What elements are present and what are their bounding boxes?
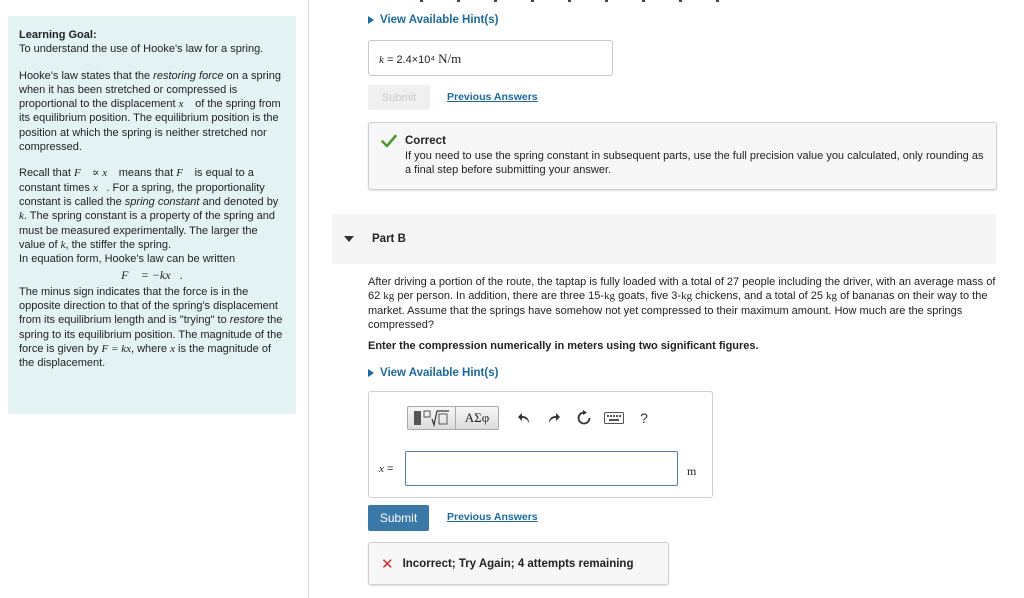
math-toolbar: [407, 406, 659, 430]
learning-goal-heading: Learning Goal:: [19, 29, 97, 41]
part-b-hint-toggle[interactable]: View Available Hint(s): [368, 367, 498, 379]
redo-icon: [547, 412, 561, 424]
hookes-law-equation: F⃗ = −kx⃗.: [121, 268, 183, 283]
templates-button[interactable]: [408, 407, 456, 429]
keyboard-button[interactable]: [599, 406, 629, 430]
incorrect-message: Incorrect; Try Again; 4 attempts remaining: [402, 557, 634, 570]
cut-off-content: [420, 0, 840, 2]
answer-unit-label: m: [687, 464, 697, 478]
part-b-incorrect-feedback: [368, 542, 669, 585]
compression-answer-input[interactable]: [405, 451, 678, 486]
correct-title: Correct: [405, 135, 446, 147]
part-a-submit-button: Submit: [368, 85, 430, 110]
undo-button[interactable]: [509, 406, 539, 430]
templates-icon: [412, 409, 452, 427]
expand-triangle-icon: [368, 16, 374, 24]
hookes-law-paragraph: Hooke's law states that the restoring force on a spring when it has been stretched or compressed is proportional to the displacement x⃗ of the spring from its equilibrium position. The equilibrium position is the position at which the spring is neither stretched nor compressed.: [19, 69, 281, 154]
column-divider: [308, 0, 309, 598]
part-b-problem-text: After driving a portion of the route, the taptap is fully loaded with a total of 27 people including the driver, with an average mass of 62 kg per person. In addition, there are three 15-kg goats, five 3-kg chickens, and a total of 25 kg of bananas on their way to the market. Assume that the springs have somehow not yet compressed to their maximum amount. How much are the springs compressed?: [368, 276, 996, 331]
help-button[interactable]: ?: [640, 410, 648, 426]
part-b-answer-area: [368, 391, 713, 498]
part-b-instruction: Enter the compression numerically in meters using two significant figures.: [368, 340, 759, 352]
redo-button[interactable]: [539, 406, 569, 430]
keyboard-icon: [604, 412, 624, 424]
part-a-hint-toggle[interactable]: View Available Hint(s): [368, 14, 498, 26]
learning-goal-text: To understand the use of Hooke's law for a spring.: [19, 43, 264, 56]
part-b-submit-button[interactable]: Submit: [368, 505, 429, 531]
part-a-answer-display: k = 2.4×10⁴ N/m: [368, 40, 613, 76]
greek-symbols-button[interactable]: ΑΣφ: [464, 410, 490, 425]
part-a-previous-answers-link[interactable]: Previous Answers: [447, 91, 538, 103]
part-b-label: Part B: [372, 233, 406, 245]
math-template-group: [407, 406, 499, 430]
collapse-caret-icon: [344, 236, 354, 242]
learning-goal-panel: [8, 16, 296, 414]
reset-icon: [576, 410, 592, 426]
undo-icon: [517, 412, 531, 424]
minus-sign-paragraph: The minus sign indicates that the force is in the opposite direction to that of the spring's displacement from its equilibrium length and is "trying" to restore the spring to its equilibrium position. The magnitude of the force is given by F = kx, where x is the magnitude of the displacement.: [19, 285, 283, 370]
incorrect-x-icon: ✕: [381, 555, 394, 573]
part-b-previous-answers-link[interactable]: Previous Answers: [447, 511, 538, 523]
correct-message: If you need to use the spring constant in subsequent parts, use the full precision value you calculated, only rounding as a final step before submitting your answer.: [405, 150, 984, 176]
reset-button[interactable]: [569, 406, 599, 430]
part-b-header[interactable]: [332, 214, 996, 264]
answer-variable-label: x =: [379, 463, 394, 475]
checkmark-icon: [381, 134, 397, 148]
part-a-correct-feedback: [368, 122, 997, 190]
expand-triangle-icon: [368, 369, 374, 377]
proportionality-paragraph: Recall that F⃗ ∝ x⃗ means that F⃗ is equal to a constant times x⃗. For a spring, the proportionality constant is called the spring constant and denoted by k. The spring constant is a property of the spring and must be measured experimentally. The larger the value of k, the stiffer the spring. In equation form, Hooke's law can be written: [19, 167, 279, 266]
